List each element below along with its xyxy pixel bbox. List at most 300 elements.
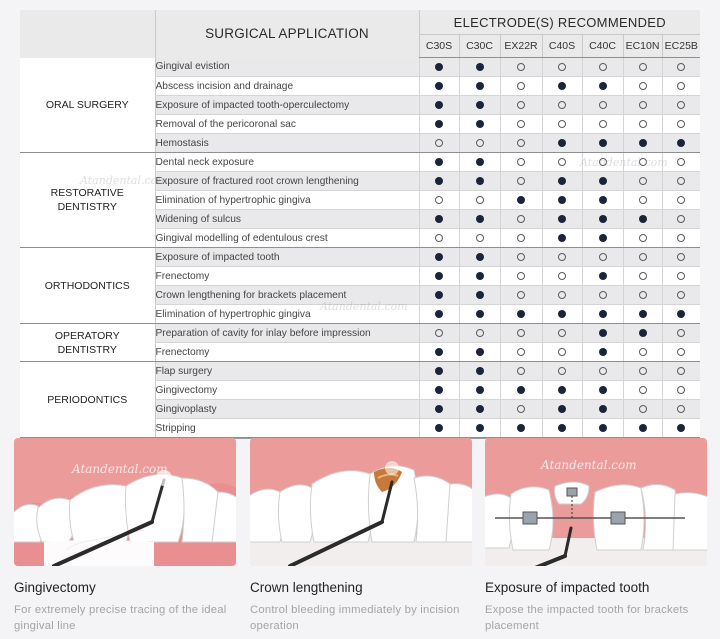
empty-circle-icon bbox=[677, 196, 685, 204]
filled-dot-icon bbox=[599, 386, 607, 394]
filled-dot-icon bbox=[558, 139, 566, 147]
electrode-mark-cell bbox=[623, 419, 662, 438]
filled-dot-icon bbox=[476, 177, 484, 185]
empty-circle-icon bbox=[558, 101, 566, 109]
application-label: Stripping bbox=[155, 419, 419, 438]
electrode-mark-cell bbox=[459, 96, 500, 115]
empty-circle-icon bbox=[517, 158, 525, 166]
application-label: Gingival evistion bbox=[155, 58, 419, 77]
electrode-mark-cell bbox=[542, 324, 582, 343]
electrode-mark-cell bbox=[662, 343, 700, 362]
empty-circle-icon bbox=[677, 234, 685, 242]
electrode-mark-cell bbox=[419, 324, 459, 343]
electrode-code-header: C40C bbox=[582, 35, 623, 58]
empty-circle-icon bbox=[639, 63, 647, 71]
electrode-mark-cell bbox=[542, 400, 582, 419]
filled-dot-icon bbox=[435, 215, 443, 223]
table-row bbox=[20, 362, 700, 381]
empty-circle-icon bbox=[599, 63, 607, 71]
empty-circle-icon bbox=[599, 253, 607, 261]
empty-circle-icon bbox=[677, 405, 685, 413]
empty-circle-icon bbox=[677, 367, 685, 375]
empty-circle-icon bbox=[517, 215, 525, 223]
empty-circle-icon bbox=[677, 253, 685, 261]
filled-dot-icon bbox=[476, 82, 484, 90]
filled-dot-icon bbox=[435, 272, 443, 280]
electrode-code-header: C30C bbox=[459, 35, 500, 58]
card-desc-crown-lengthening: Control bleeding immediately by incision operation bbox=[250, 604, 460, 632]
empty-circle-icon bbox=[517, 177, 525, 185]
electrode-mark-cell bbox=[542, 267, 582, 286]
empty-circle-icon bbox=[677, 329, 685, 337]
empty-circle-icon bbox=[558, 272, 566, 280]
filled-dot-icon bbox=[476, 101, 484, 109]
electrode-mark-cell bbox=[500, 248, 542, 267]
filled-dot-icon bbox=[558, 234, 566, 242]
filled-dot-icon bbox=[476, 63, 484, 71]
electrode-mark-cell bbox=[662, 115, 700, 134]
filled-dot-icon bbox=[435, 253, 443, 261]
filled-dot-icon bbox=[435, 177, 443, 185]
electrode-mark-cell bbox=[623, 172, 662, 191]
electrode-mark-cell bbox=[419, 362, 459, 381]
card-desc-gingivectomy: For extremely precise tracing of the ideal gingival line bbox=[14, 604, 227, 632]
empty-circle-icon bbox=[517, 139, 525, 147]
electrode-mark-cell bbox=[662, 286, 700, 305]
filled-dot-icon bbox=[599, 177, 607, 185]
application-label: Preparation of cavity for inlay before impression bbox=[155, 324, 419, 343]
card-desc-impacted-tooth: Expose the impacted tooth for brackets placement bbox=[485, 604, 689, 632]
filled-dot-icon bbox=[517, 310, 525, 318]
electrode-mark-cell bbox=[500, 343, 542, 362]
filled-dot-icon bbox=[677, 310, 685, 318]
filled-dot-icon bbox=[599, 139, 607, 147]
filled-dot-icon bbox=[476, 291, 484, 299]
electrode-mark-cell bbox=[419, 286, 459, 305]
electrode-code-header: C30S bbox=[419, 35, 459, 58]
electrode-mark-cell bbox=[623, 134, 662, 153]
empty-circle-icon bbox=[677, 82, 685, 90]
electrode-mark-cell bbox=[662, 172, 700, 191]
category-cell bbox=[20, 248, 155, 324]
application-label: Gingival modelling of edentulous crest bbox=[155, 229, 419, 248]
electrode-mark-cell bbox=[500, 305, 542, 324]
application-label: Widening of sulcus bbox=[155, 210, 419, 229]
empty-circle-icon bbox=[639, 196, 647, 204]
electrode-mark-cell bbox=[500, 96, 542, 115]
filled-dot-icon bbox=[435, 405, 443, 413]
empty-circle-icon bbox=[639, 348, 647, 356]
electrode-mark-cell bbox=[500, 419, 542, 438]
electrode-mark-cell bbox=[542, 153, 582, 172]
electrode-mark-cell bbox=[623, 267, 662, 286]
filled-dot-icon bbox=[476, 405, 484, 413]
electrode-mark-cell bbox=[459, 229, 500, 248]
electrode-mark-cell bbox=[459, 286, 500, 305]
application-label: Exposure of impacted tooth bbox=[155, 248, 419, 267]
empty-circle-icon bbox=[517, 234, 525, 242]
electrode-mark-cell bbox=[459, 191, 500, 210]
electrode-mark-cell bbox=[582, 96, 623, 115]
table-body bbox=[20, 58, 700, 438]
electrode-mark-cell bbox=[500, 172, 542, 191]
electrode-mark-cell bbox=[542, 305, 582, 324]
electrode-mark-cell bbox=[500, 58, 542, 77]
empty-circle-icon bbox=[639, 253, 647, 261]
electrode-mark-cell bbox=[623, 58, 662, 77]
empty-circle-icon bbox=[476, 234, 484, 242]
electrode-mark-cell bbox=[459, 362, 500, 381]
electrode-mark-cell bbox=[459, 419, 500, 438]
empty-circle-icon bbox=[435, 139, 443, 147]
empty-circle-icon bbox=[517, 63, 525, 71]
electrode-mark-cell bbox=[582, 58, 623, 77]
electrode-mark-cell bbox=[459, 381, 500, 400]
electrode-mark-cell bbox=[582, 286, 623, 305]
electrode-mark-cell bbox=[623, 77, 662, 96]
empty-circle-icon bbox=[558, 348, 566, 356]
electrode-mark-cell bbox=[459, 58, 500, 77]
application-label: Removal of the pericoronal sac bbox=[155, 115, 419, 134]
watermark-text: Atandental.com bbox=[580, 156, 668, 169]
electrode-mark-cell bbox=[419, 419, 459, 438]
filled-dot-icon bbox=[639, 310, 647, 318]
filled-dot-icon bbox=[558, 82, 566, 90]
empty-circle-icon bbox=[558, 63, 566, 71]
electrode-mark-cell bbox=[500, 115, 542, 134]
application-label: Abscess incision and drainage bbox=[155, 77, 419, 96]
electrode-mark-cell bbox=[582, 77, 623, 96]
electrode-mark-cell bbox=[542, 210, 582, 229]
filled-dot-icon bbox=[435, 348, 443, 356]
electrode-mark-cell bbox=[623, 400, 662, 419]
category-label: ORAL SURGERY bbox=[45, 98, 129, 111]
electrode-mark-cell bbox=[582, 343, 623, 362]
empty-circle-icon bbox=[517, 329, 525, 337]
electrode-code-header: C40S bbox=[542, 35, 582, 58]
electrode-mark-cell bbox=[500, 77, 542, 96]
filled-dot-icon bbox=[599, 348, 607, 356]
empty-circle-icon bbox=[599, 291, 607, 299]
filled-dot-icon bbox=[599, 405, 607, 413]
electrode-mark-cell bbox=[459, 172, 500, 191]
application-label: Elimination of hypertrophic gingiva bbox=[155, 305, 419, 324]
empty-circle-icon bbox=[639, 101, 647, 109]
electrode-mark-cell bbox=[500, 210, 542, 229]
application-label: Exposure of fractured root crown lengthening bbox=[155, 172, 419, 191]
filled-dot-icon bbox=[476, 348, 484, 356]
electrode-mark-cell bbox=[459, 77, 500, 96]
electrode-mark-cell bbox=[419, 229, 459, 248]
empty-circle-icon bbox=[639, 272, 647, 280]
electrode-mark-cell bbox=[542, 229, 582, 248]
electrode-mark-cell bbox=[542, 286, 582, 305]
electrode-mark-cell bbox=[500, 286, 542, 305]
application-label: Elimination of hypertrophic gingiva bbox=[155, 191, 419, 210]
empty-circle-icon bbox=[517, 348, 525, 356]
category-cell bbox=[20, 324, 155, 362]
empty-circle-icon bbox=[639, 120, 647, 128]
card-title-impacted-tooth: Exposure of impacted tooth bbox=[485, 580, 650, 595]
electrode-mark-cell bbox=[419, 210, 459, 229]
empty-circle-icon bbox=[517, 405, 525, 413]
empty-circle-icon bbox=[558, 253, 566, 261]
electrode-mark-cell bbox=[662, 77, 700, 96]
empty-circle-icon bbox=[517, 291, 525, 299]
empty-circle-icon bbox=[599, 101, 607, 109]
empty-circle-icon bbox=[639, 291, 647, 299]
filled-dot-icon bbox=[435, 424, 443, 432]
empty-circle-icon bbox=[639, 82, 647, 90]
watermark-text: Atandental.com bbox=[72, 462, 168, 476]
electrode-mark-cell bbox=[623, 286, 662, 305]
electrode-mark-cell bbox=[419, 191, 459, 210]
empty-circle-icon bbox=[599, 367, 607, 375]
empty-circle-icon bbox=[435, 329, 443, 337]
electrode-mark-cell bbox=[623, 96, 662, 115]
empty-circle-icon bbox=[517, 82, 525, 90]
electrode-mark-cell bbox=[542, 419, 582, 438]
empty-circle-icon bbox=[517, 272, 525, 280]
empty-circle-icon bbox=[476, 139, 484, 147]
electrode-mark-cell bbox=[500, 400, 542, 419]
filled-dot-icon bbox=[558, 310, 566, 318]
electrode-mark-cell bbox=[623, 343, 662, 362]
application-label: Gingivectomy bbox=[155, 381, 419, 400]
filled-dot-icon bbox=[599, 234, 607, 242]
electrode-mark-cell bbox=[623, 210, 662, 229]
filled-dot-icon bbox=[435, 291, 443, 299]
electrode-mark-cell bbox=[582, 305, 623, 324]
empty-circle-icon bbox=[639, 234, 647, 242]
crown-lengthening-illustration bbox=[250, 438, 472, 566]
card-title-gingivectomy: Gingivectomy bbox=[14, 580, 96, 595]
electrode-mark-cell bbox=[459, 134, 500, 153]
filled-dot-icon bbox=[677, 139, 685, 147]
filled-dot-icon bbox=[639, 329, 647, 337]
category-label: DENTISTRY bbox=[57, 343, 117, 356]
empty-circle-icon bbox=[677, 158, 685, 166]
electrode-mark-cell bbox=[500, 191, 542, 210]
electrode-mark-cell bbox=[542, 191, 582, 210]
electrode-mark-cell bbox=[542, 343, 582, 362]
electrode-mark-cell bbox=[623, 229, 662, 248]
electrode-mark-cell bbox=[459, 248, 500, 267]
electrode-mark-cell bbox=[582, 324, 623, 343]
empty-circle-icon bbox=[677, 272, 685, 280]
electrode-mark-cell bbox=[500, 267, 542, 286]
filled-dot-icon bbox=[435, 82, 443, 90]
table-row bbox=[20, 58, 700, 77]
filled-dot-icon bbox=[435, 101, 443, 109]
electrode-mark-cell bbox=[662, 210, 700, 229]
electrode-mark-cell bbox=[419, 115, 459, 134]
electrode-mark-cell bbox=[582, 400, 623, 419]
table-row bbox=[20, 248, 700, 267]
application-label: Frenectomy bbox=[155, 267, 419, 286]
filled-dot-icon bbox=[558, 424, 566, 432]
empty-circle-icon bbox=[517, 101, 525, 109]
empty-circle-icon bbox=[639, 367, 647, 375]
electrode-mark-cell bbox=[419, 267, 459, 286]
empty-circle-icon bbox=[677, 215, 685, 223]
electrode-mark-cell bbox=[582, 362, 623, 381]
filled-dot-icon bbox=[639, 139, 647, 147]
electrode-mark-cell bbox=[662, 381, 700, 400]
empty-circle-icon bbox=[639, 405, 647, 413]
filled-dot-icon bbox=[476, 386, 484, 394]
electrode-mark-cell bbox=[459, 400, 500, 419]
application-label: Flap surgery bbox=[155, 362, 419, 381]
electrode-mark-cell bbox=[542, 134, 582, 153]
filled-dot-icon bbox=[677, 424, 685, 432]
application-label: Dental neck exposure bbox=[155, 153, 419, 172]
filled-dot-icon bbox=[435, 63, 443, 71]
electrode-mark-cell bbox=[542, 96, 582, 115]
electrode-mark-cell bbox=[582, 229, 623, 248]
empty-circle-icon bbox=[517, 367, 525, 375]
empty-circle-icon bbox=[677, 101, 685, 109]
electrode-mark-cell bbox=[459, 324, 500, 343]
electrode-mark-cell bbox=[662, 191, 700, 210]
electrode-mark-cell bbox=[542, 172, 582, 191]
filled-dot-icon bbox=[435, 310, 443, 318]
application-label: Exposure of impacted tooth-operculectomy bbox=[155, 96, 419, 115]
category-cell bbox=[20, 58, 155, 153]
electrode-mark-cell bbox=[419, 172, 459, 191]
filled-dot-icon bbox=[599, 215, 607, 223]
empty-circle-icon bbox=[558, 329, 566, 337]
header-empty-cell bbox=[20, 10, 155, 58]
application-label: Crown lengthening for brackets placement bbox=[155, 286, 419, 305]
filled-dot-icon bbox=[476, 367, 484, 375]
electrode-mark-cell bbox=[459, 267, 500, 286]
application-label: Frenectomy bbox=[155, 343, 419, 362]
electrode-mark-cell bbox=[662, 362, 700, 381]
filled-dot-icon bbox=[599, 196, 607, 204]
empty-circle-icon bbox=[558, 158, 566, 166]
empty-circle-icon bbox=[517, 120, 525, 128]
impacted-tooth-illustration bbox=[485, 438, 707, 566]
electrode-mark-cell bbox=[459, 343, 500, 362]
electrode-mark-cell bbox=[500, 134, 542, 153]
filled-dot-icon bbox=[476, 424, 484, 432]
filled-dot-icon bbox=[639, 424, 647, 432]
electrode-mark-cell bbox=[623, 362, 662, 381]
filled-dot-icon bbox=[558, 405, 566, 413]
electrode-mark-cell bbox=[623, 324, 662, 343]
electrode-code-header: EX22R bbox=[500, 35, 542, 58]
watermark-text: Atandental.com bbox=[541, 458, 637, 472]
electrode-table bbox=[20, 10, 700, 439]
filled-dot-icon bbox=[476, 272, 484, 280]
empty-circle-icon bbox=[558, 367, 566, 375]
gingivectomy-illustration bbox=[14, 438, 236, 566]
electrode-mark-cell bbox=[582, 381, 623, 400]
electrode-mark-cell bbox=[542, 381, 582, 400]
electrode-mark-cell bbox=[623, 381, 662, 400]
category-label: DENTISTRY bbox=[57, 201, 117, 213]
empty-circle-icon bbox=[639, 386, 647, 394]
electrode-mark-cell bbox=[662, 324, 700, 343]
electrode-mark-cell bbox=[542, 115, 582, 134]
filled-dot-icon bbox=[558, 386, 566, 394]
electrode-code-header: EC10N bbox=[623, 35, 662, 58]
filled-dot-icon bbox=[558, 177, 566, 185]
filled-dot-icon bbox=[599, 272, 607, 280]
empty-circle-icon bbox=[476, 196, 484, 204]
empty-circle-icon bbox=[677, 291, 685, 299]
empty-circle-icon bbox=[599, 120, 607, 128]
filled-dot-icon bbox=[435, 386, 443, 394]
filled-dot-icon bbox=[558, 196, 566, 204]
electrode-mark-cell bbox=[582, 134, 623, 153]
electrode-mark-cell bbox=[459, 153, 500, 172]
header-electrodes-recommended: ELECTRODE(S) RECOMMENDED bbox=[419, 10, 700, 35]
category-cell bbox=[20, 362, 155, 438]
empty-circle-icon bbox=[677, 177, 685, 185]
empty-circle-icon bbox=[639, 177, 647, 185]
electrode-mark-cell bbox=[500, 324, 542, 343]
filled-dot-icon bbox=[476, 120, 484, 128]
empty-circle-icon bbox=[476, 329, 484, 337]
electrode-mark-cell bbox=[582, 210, 623, 229]
electrode-recommendation-table bbox=[20, 10, 700, 438]
filled-dot-icon bbox=[435, 120, 443, 128]
empty-circle-icon bbox=[677, 63, 685, 71]
electrode-mark-cell bbox=[662, 229, 700, 248]
filled-dot-icon bbox=[435, 367, 443, 375]
electrode-mark-cell bbox=[662, 134, 700, 153]
electrode-mark-cell bbox=[542, 362, 582, 381]
electrode-mark-cell bbox=[459, 305, 500, 324]
electrode-mark-cell bbox=[419, 153, 459, 172]
empty-circle-icon bbox=[558, 120, 566, 128]
electrode-mark-cell bbox=[662, 58, 700, 77]
category-label: PERIODONTICS bbox=[47, 393, 128, 406]
electrode-mark-cell bbox=[500, 153, 542, 172]
card-title-crown-lengthening: Crown lengthening bbox=[250, 580, 363, 595]
filled-dot-icon bbox=[476, 310, 484, 318]
electrode-mark-cell bbox=[419, 77, 459, 96]
filled-dot-icon bbox=[599, 424, 607, 432]
electrode-mark-cell bbox=[419, 96, 459, 115]
application-label: Hemostasis bbox=[155, 134, 419, 153]
electrode-mark-cell bbox=[500, 229, 542, 248]
filled-dot-icon bbox=[599, 82, 607, 90]
filled-dot-icon bbox=[476, 253, 484, 261]
electrode-mark-cell bbox=[419, 381, 459, 400]
electrode-mark-cell bbox=[662, 400, 700, 419]
electrode-mark-cell bbox=[500, 362, 542, 381]
empty-circle-icon bbox=[677, 348, 685, 356]
category-label: RESTORATIVE bbox=[50, 187, 124, 199]
electrode-mark-cell bbox=[419, 248, 459, 267]
empty-circle-icon bbox=[435, 196, 443, 204]
electrode-mark-cell bbox=[419, 305, 459, 324]
electrode-mark-cell bbox=[582, 115, 623, 134]
electrode-mark-cell bbox=[419, 134, 459, 153]
electrode-mark-cell bbox=[582, 172, 623, 191]
filled-dot-icon bbox=[517, 196, 525, 204]
category-label: ORTHODONTICS bbox=[44, 279, 130, 292]
electrode-mark-cell bbox=[542, 248, 582, 267]
empty-circle-icon bbox=[677, 386, 685, 394]
filled-dot-icon bbox=[435, 158, 443, 166]
filled-dot-icon bbox=[639, 215, 647, 223]
watermark-text: Atandental.com bbox=[320, 300, 408, 313]
filled-dot-icon bbox=[558, 215, 566, 223]
